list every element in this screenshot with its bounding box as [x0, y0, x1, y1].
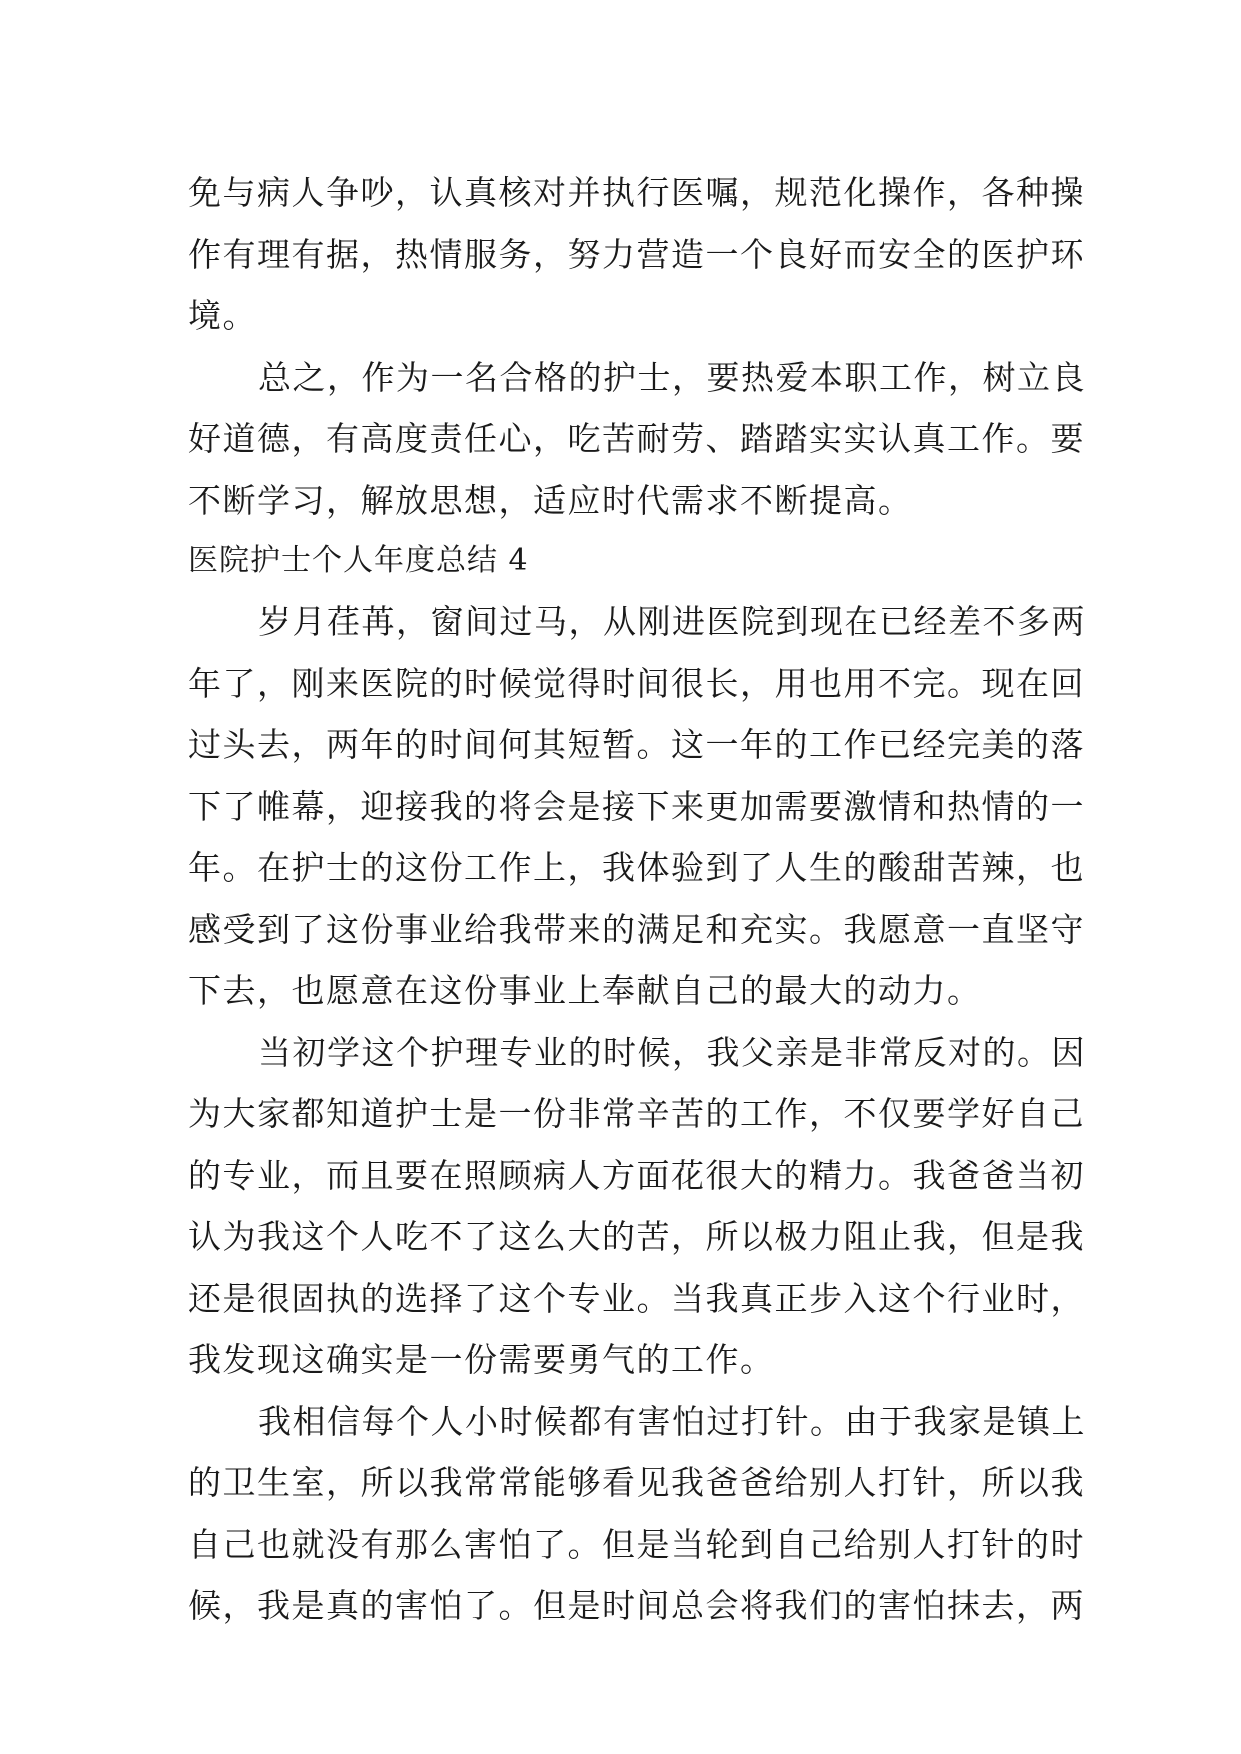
text-line: 不断学习，解放思想，适应时代需求不断提高。: [188, 480, 913, 520]
text-line: 下去，也愿意在这份事业上奉献自己的最大的动力。: [188, 971, 982, 1010]
paragraph-1: [188, 162, 1085, 347]
paragraph-4: [188, 1022, 1086, 1391]
paragraph-2: [188, 347, 1086, 532]
text-line: 候，我是真的害怕了。但是时间总会将我们的害怕抹去，两: [188, 1586, 1085, 1625]
text-line: 下了帷幕，迎接我的将会是接下来更加需要激情和热情的一: [188, 786, 1085, 826]
text-line: 的专业，而且要在照顾病人方面花很大的精力。我爸爸当初: [188, 1155, 1085, 1195]
text-line: 认为我这个人吃不了这么大的苦，所以极力阻止我，但是我: [188, 1217, 1085, 1256]
text-line: 为大家都知道护士是一份非常辛苦的工作，不仅要学好自己: [188, 1094, 1085, 1133]
text-line: 过头去，两年的时间何其短暂。这一年的工作已经完美的落: [188, 725, 1085, 764]
text-line: 感受到了这份事业给我带来的满足和充实。我愿意一直坚守: [188, 909, 1085, 949]
paragraph-3: [188, 591, 1086, 1022]
text-line: 境。: [188, 296, 257, 335]
text-line: 的卫生室，所以我常常能够看见我爸爸给别人打针，所以我: [188, 1463, 1085, 1502]
section-heading: 医院护士个人年度总结 4: [188, 543, 529, 578]
text-line: 作有理有据，热情服务，努力营造一个良好而安全的医护环: [188, 234, 1085, 274]
text-line: 好道德，有高度责任心，吃苦耐劳、踏踏实实认真工作。要: [188, 419, 1085, 458]
text-line: 总之，作为一名合格的护士，要热爱本职工作，树立良: [258, 357, 1086, 397]
text-line: 岁月荏苒，窗间过马，从刚进医院到现在已经差不多两: [258, 602, 1086, 641]
text-line: 自己也就没有那么害怕了。但是当轮到自己给别人打针的时: [188, 1524, 1085, 1564]
text-line: 当初学这个护理专业的时候，我父亲是非常反对的。因: [258, 1032, 1086, 1072]
text-line: 免与病人争吵，认真核对并执行医嘱，规范化操作，各种操: [188, 173, 1085, 212]
text-line: 还是很固执的选择了这个专业。当我真正步入这个行业时，: [188, 1278, 1085, 1318]
document-body: [188, 162, 1086, 1637]
text-line: 年了，刚来医院的时候觉得时间很长，用也用不完。现在回: [188, 663, 1085, 703]
paragraph-5: [188, 1391, 1086, 1637]
text-line: 我相信每个人小时候都有害怕过打针。由于我家是镇上: [258, 1401, 1086, 1441]
text-line: 我发现这确实是一份需要勇气的工作。: [188, 1340, 775, 1379]
text-line: 年。在护士的这份工作上，我体验到了人生的酸甜苦辣，也: [188, 848, 1085, 887]
